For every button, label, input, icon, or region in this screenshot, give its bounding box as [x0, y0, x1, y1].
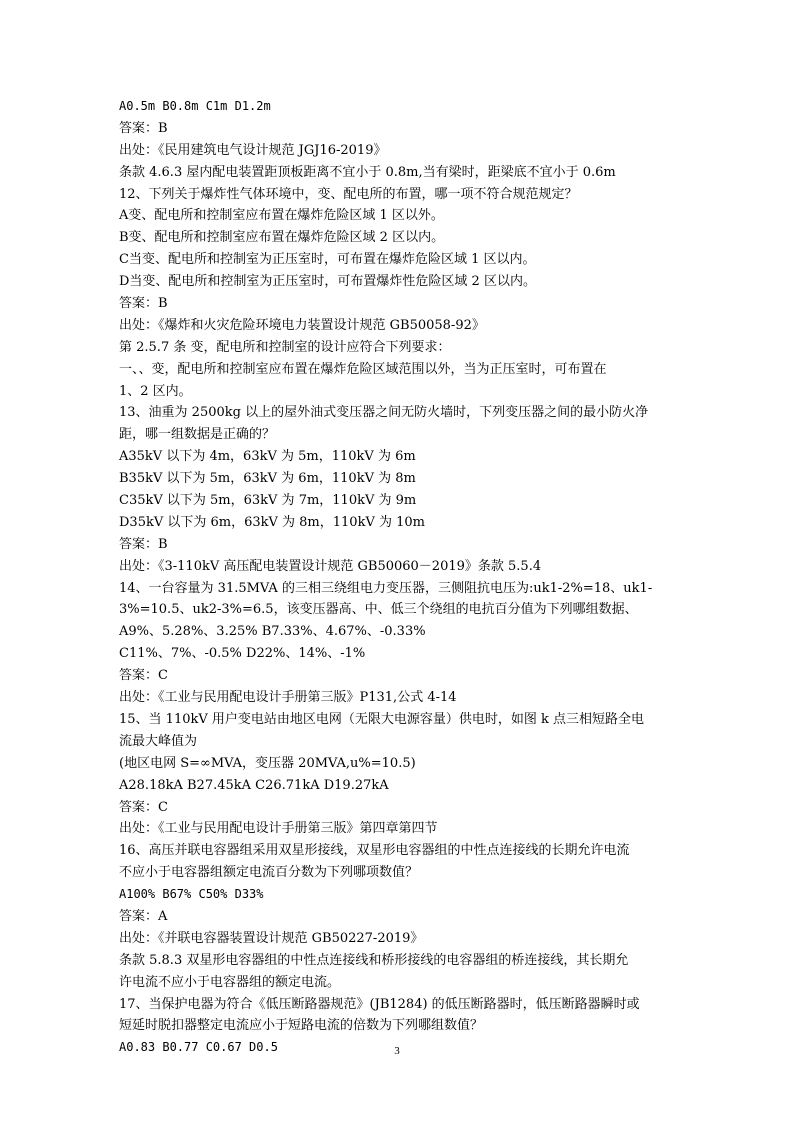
- source-line: 出处：《爆炸和火灾危险环境电力装置设计规范 GB50058-92》: [119, 317, 485, 333]
- answer-line: 答案：A: [119, 908, 168, 924]
- question-line: 13、油重为 2500kg 以上的屋外油式变压器之间无防火墙时，下列变压器之间的最小防火净: [119, 405, 649, 421]
- option-line: D当变、配电所和控制室为正压室时，可布置爆炸性危险区域 2 区以内。: [119, 274, 536, 290]
- question-line: 流最大峰值为: [119, 733, 198, 749]
- source-line: 出处：《3-110kV 高压配电装置设计规范 GB50060－2019》条款 5.5.4: [119, 558, 542, 574]
- question-line: 12、下列关于爆炸性气体环境中，变、配电所的布置，哪一项不符合规范规定？: [119, 186, 578, 202]
- option-line: A9%、5.28%、3.25% B7.33%、4.67%、-0.33%: [119, 624, 426, 640]
- clause-line: 许电流不应小于电容器组的额定电流。: [119, 974, 341, 990]
- clause-line: 第 2.5.7 条 变，配电所和控制室的设计应符合下列要求：: [119, 339, 451, 355]
- page-number: 3: [394, 1045, 400, 1057]
- option-line: C35kV 以下为 5m，63kV 为 7m，110kV 为 9m: [119, 493, 417, 509]
- answer-line: 答案：C: [119, 799, 168, 815]
- answer-line: 答案：B: [119, 296, 168, 312]
- clause-line: 条款 4.6.3 屋内配电装置距顶板距离不宜小于 0.8m,当有梁时，距梁底不宜小于 0.6m: [119, 164, 616, 180]
- option-line: A0.83 B0.77 C0.67 D0.5: [119, 1040, 278, 1055]
- source-line: 出处：《工业与民用配电设计手册第三版》P131,公式 4-14: [119, 690, 457, 706]
- question-line: 14、一台容量为 31.5MVA 的三相三绕组电力变压器，三侧阻抗电压为:uk1-2%=18、uk1-: [119, 580, 653, 596]
- option-line: A28.18kA B27.45kA C26.71kA D19.27kA: [119, 777, 389, 793]
- option-line: D35kV 以下为 6m，63kV 为 8m，110kV 为 10m: [119, 514, 425, 530]
- option-line: B35kV 以下为 5m，63kV 为 6m，110kV 为 8m: [119, 471, 416, 487]
- source-line: 出处：《民用建筑电气设计规范 JGJ16-2019》: [119, 142, 387, 158]
- option-line: B变、配电所和控制室应布置在爆炸危险区域 2 区以内。: [119, 230, 445, 246]
- question-line: 距，哪一组数据是正确的？: [119, 427, 276, 443]
- source-line: 出处：《并联电容器装置设计规范 GB50227-2019》: [119, 930, 424, 946]
- question-line: 3%=10.5、uk2-3%=6.5，该变压器高、中、低三个绕组的电抗百分值为下列哪组数据、: [119, 602, 638, 618]
- answer-line: 答案：B: [119, 120, 168, 136]
- question-line: 不应小于电容器组额定电流百分数为下列哪项数值？: [119, 865, 419, 881]
- option-line: A变、配电所和控制室应布置在爆炸危险区域 1 区以外。: [119, 208, 444, 224]
- option-line: A35kV 以下为 4m，63kV 为 5m，110kV 为 6m: [119, 449, 416, 465]
- option-line: C11%、7%、-0.5% D22%、14%、-1%: [119, 646, 366, 662]
- clause-line: 一、、变，配电所和控制室应布置在爆炸危险区域范围以外，当为正压室时，可布置在: [119, 361, 607, 377]
- page-body: [119, 96, 679, 1059]
- clause-line: 1、2 区内。: [119, 383, 192, 399]
- question-detail-line: (地区电网 S=∞MVA，变压器 20MVA,u%=10.5): [119, 755, 416, 771]
- question-line: 17、当保护电器为符合《低压断路器规范》(JB1284) 的低压断路器时，低压断路器瞬时或: [119, 996, 640, 1012]
- clause-line: 条款 5.8.3 双星形电容器组的中性点连接线和桥形接线的电容器组的桥连接线，其长期允: [119, 952, 629, 968]
- answer-line: 答案：C: [119, 668, 168, 684]
- answer-line: 答案：B: [119, 536, 168, 552]
- option-line: A100% B67% C50% D33%: [119, 887, 264, 902]
- option-line: A0.5m B0.8m C1m D1.2m: [119, 99, 271, 113]
- source-line: 出处：《工业与民用配电设计手册第三版》第四章第四节: [119, 821, 438, 837]
- question-line: 15、当 110kV 用户变电站由地区电网（无限大电源容量）供电时，如图 k 点三相短路全电: [119, 711, 645, 727]
- option-line: C当变、配电所和控制室为正压室时，可布置在爆炸危险区域 1 区以内。: [119, 252, 536, 268]
- question-line: 短延时脱扣器整定电流应小于短路电流的倍数为下列哪组数值？: [119, 1018, 484, 1034]
- question-line: 16、高压并联电容器组采用双星形接线，双星形电容器组的中性点连接线的长期允许电流: [119, 843, 630, 859]
